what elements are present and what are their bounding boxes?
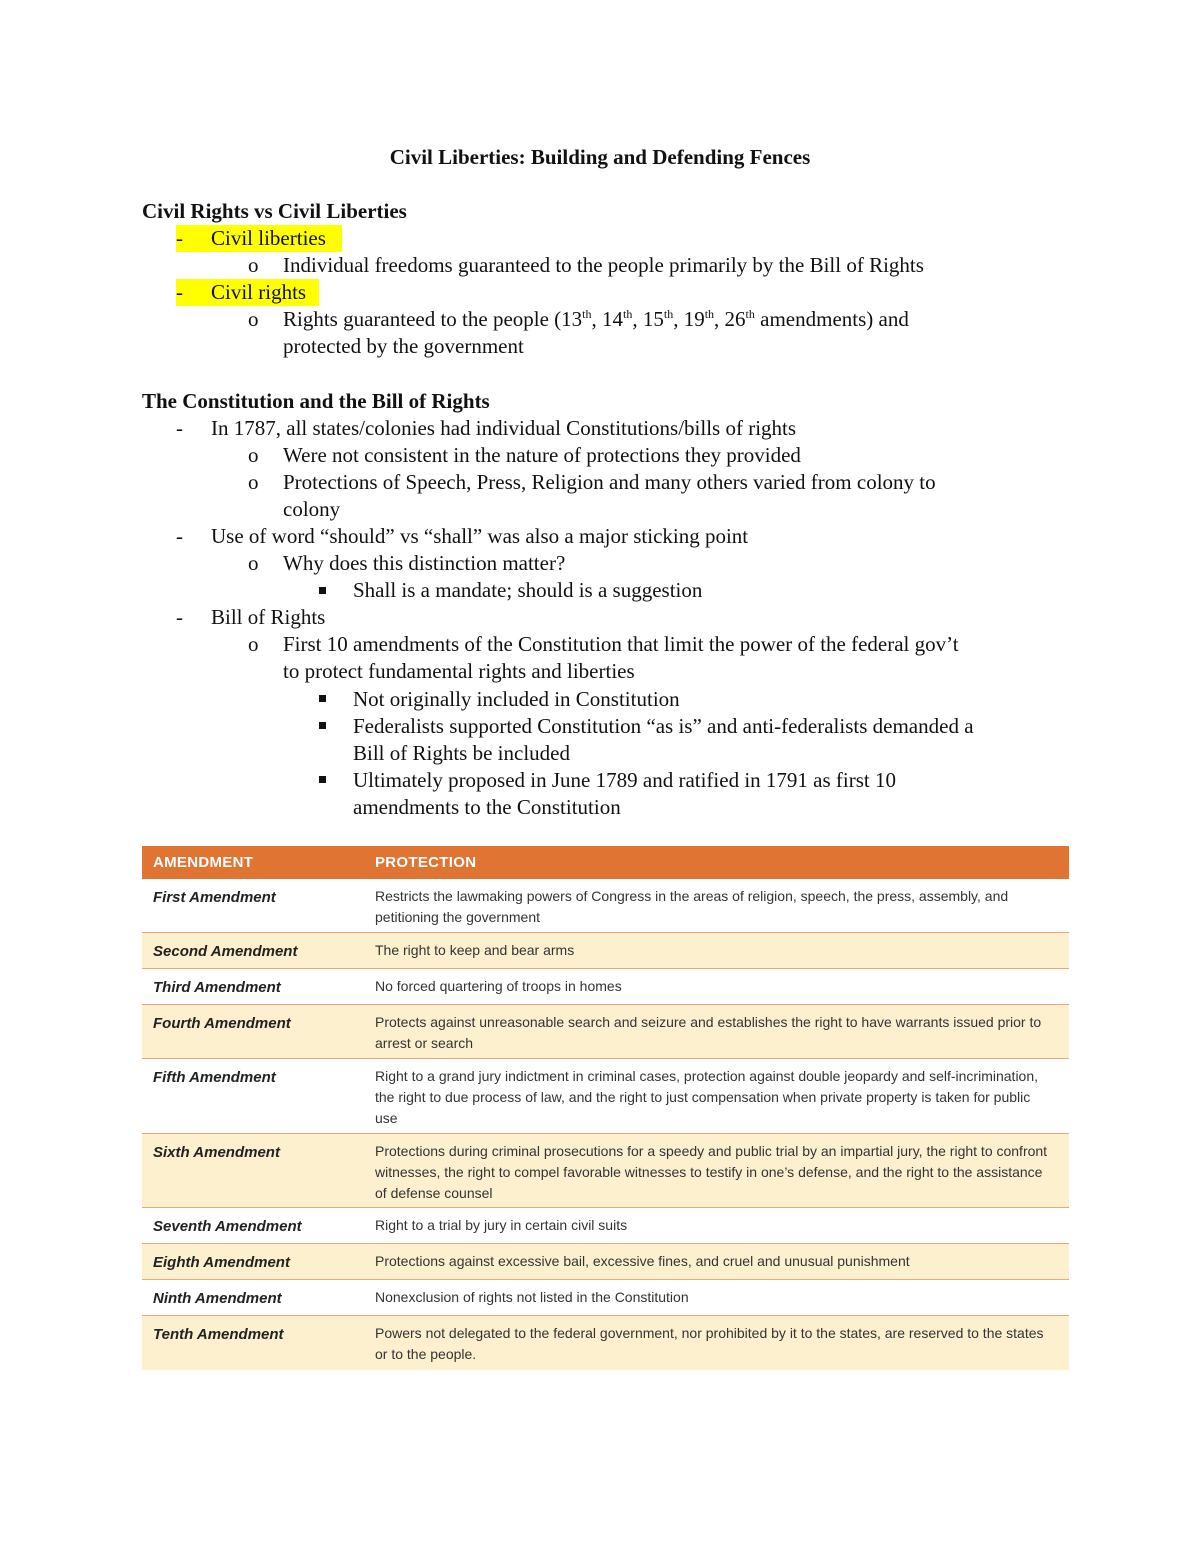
- list-item-federalists-cont: Bill of Rights be included: [353, 741, 570, 765]
- list-item-first-10-amendments-cont: to protect fundamental rights and liberties: [283, 659, 635, 683]
- table-row: [142, 969, 1069, 1005]
- list-item-ratified-1791-cont: amendments to the Constitution: [353, 795, 621, 819]
- protection-cell: Powers not delegated to the federal government, nor prohibited by it to the states, are reserved to the states or to the people.: [375, 1325, 1044, 1362]
- protection-cell: Restricts the lawmaking powers of Congress in the areas of religion, speech, the press, assembly, and petitioning the government: [375, 888, 1009, 925]
- list-item-civil-rights-definition: Rights guaranteed to the people (13th, 14th, 15th, 19th, 26th amendments) and: [283, 307, 909, 331]
- list-item-why-distinction: Why does this distinction matter?: [283, 551, 566, 575]
- bullet-circle: o: [248, 470, 259, 494]
- square-bullet-icon: [319, 587, 326, 594]
- protection-cell: Right to a trial by jury in certain civil suits: [375, 1217, 628, 1233]
- table-row: [142, 879, 1069, 933]
- amendment-cell: First Amendment: [153, 889, 276, 906]
- list-item-bill-of-rights: Bill of Rights: [211, 605, 326, 629]
- list-item-civil-rights-definition-cont: protected by the government: [283, 334, 524, 358]
- protection-cell: Nonexclusion of rights not listed in the Constitution: [375, 1289, 689, 1305]
- bullet-circle: o: [248, 443, 259, 467]
- bullet-dash: -: [176, 416, 183, 440]
- table-row: [142, 1134, 1069, 1208]
- bullet-dash: -: [176, 226, 183, 250]
- bullet-circle: o: [248, 253, 259, 277]
- amendment-cell: Seventh Amendment: [153, 1218, 302, 1235]
- protection-cell: Protections during criminal prosecutions for a speedy and public trial by an impartial jury, the right to confront witnesses, the right to compel favorable witnesses to testify in one’s defense, and the right to the assistance of defense counsel: [375, 1143, 1048, 1201]
- list-item-1787-states: In 1787, all states/colonies had individual Constitutions/bills of rights: [211, 416, 797, 440]
- bullet-circle: o: [248, 632, 259, 656]
- column-header-protection: PROTECTION: [375, 854, 477, 871]
- list-item-should-vs-shall: Use of word “should” vs “shall” was also a major sticking point: [211, 524, 749, 548]
- table-row: [142, 1059, 1069, 1134]
- list-item-ratified-1791: Ultimately proposed in June 1789 and ratified in 1791 as first 10: [353, 768, 896, 792]
- section-heading-constitution-bill-of-rights: The Constitution and the Bill of Rights: [142, 389, 490, 413]
- table-row: [142, 1244, 1069, 1280]
- amendment-cell: Ninth Amendment: [153, 1290, 282, 1307]
- bullet-dash: -: [176, 280, 183, 304]
- protection-cell: Protections against excessive bail, excessive fines, and cruel and unusual punishment: [375, 1253, 910, 1269]
- bullet-dash: -: [176, 605, 183, 629]
- column-header-amendment: AMENDMENT: [153, 854, 254, 871]
- square-bullet-icon: [319, 722, 326, 729]
- list-item-civil-rights: Civil rights: [211, 280, 307, 304]
- table-row: [142, 933, 1069, 969]
- protection-cell: Protects against unreasonable search and seizure and establishes the right to have warrants issued prior to arrest or search: [375, 1014, 1042, 1051]
- amendment-cell: Fourth Amendment: [153, 1015, 291, 1032]
- list-item-protections-varied-cont: colony: [283, 497, 341, 521]
- table-row: [142, 1280, 1069, 1316]
- amendments-table: [142, 846, 1069, 1370]
- amendment-cell: Fifth Amendment: [153, 1069, 276, 1086]
- table-row: [142, 1208, 1069, 1244]
- protection-cell: The right to keep and bear arms: [375, 942, 575, 958]
- list-item-civil-liberties-definition: Individual freedoms guaranteed to the people primarily by the Bill of Rights: [283, 253, 924, 277]
- table-row: [142, 1316, 1069, 1370]
- amendment-cell: Second Amendment: [153, 943, 298, 960]
- table-row: [142, 1005, 1069, 1059]
- section-heading-civil-rights-vs-liberties: Civil Rights vs Civil Liberties: [142, 199, 407, 223]
- bullet-circle: o: [248, 551, 259, 575]
- document-title: Civil Liberties: Building and Defending Fences: [389, 145, 811, 169]
- amendment-cell: Tenth Amendment: [153, 1326, 284, 1343]
- amendment-cell: Sixth Amendment: [153, 1144, 280, 1161]
- protection-cell: Right to a grand jury indictment in criminal cases, protection against double jeopardy and self-incrimination, the right to due process of law, and the right to just compensation when private property is taken for public use: [375, 1068, 1039, 1126]
- table-header: [142, 846, 1069, 879]
- square-bullet-icon: [319, 695, 326, 702]
- bullet-circle: o: [248, 307, 259, 331]
- square-bullet-icon: [319, 776, 326, 783]
- bullet-dash: -: [176, 524, 183, 548]
- list-item-protections-varied: Protections of Speech, Press, Religion and many others varied from colony to: [283, 470, 936, 494]
- amendment-cell: Third Amendment: [153, 979, 281, 996]
- list-item-civil-liberties: Civil liberties: [211, 226, 326, 250]
- list-item-not-originally-included: Not originally included in Constitution: [353, 687, 680, 711]
- protection-cell: No forced quartering of troops in homes: [375, 978, 622, 994]
- list-item-federalists: Federalists supported Constitution “as is” and anti-federalists demanded a: [353, 714, 974, 738]
- list-item-first-10-amendments: First 10 amendments of the Constitution that limit the power of the federal gov’t: [283, 632, 959, 656]
- list-item-not-consistent: Were not consistent in the nature of protections they provided: [283, 443, 801, 467]
- amendment-cell: Eighth Amendment: [153, 1254, 290, 1271]
- list-item-shall-mandate: Shall is a mandate; should is a suggestion: [353, 578, 703, 602]
